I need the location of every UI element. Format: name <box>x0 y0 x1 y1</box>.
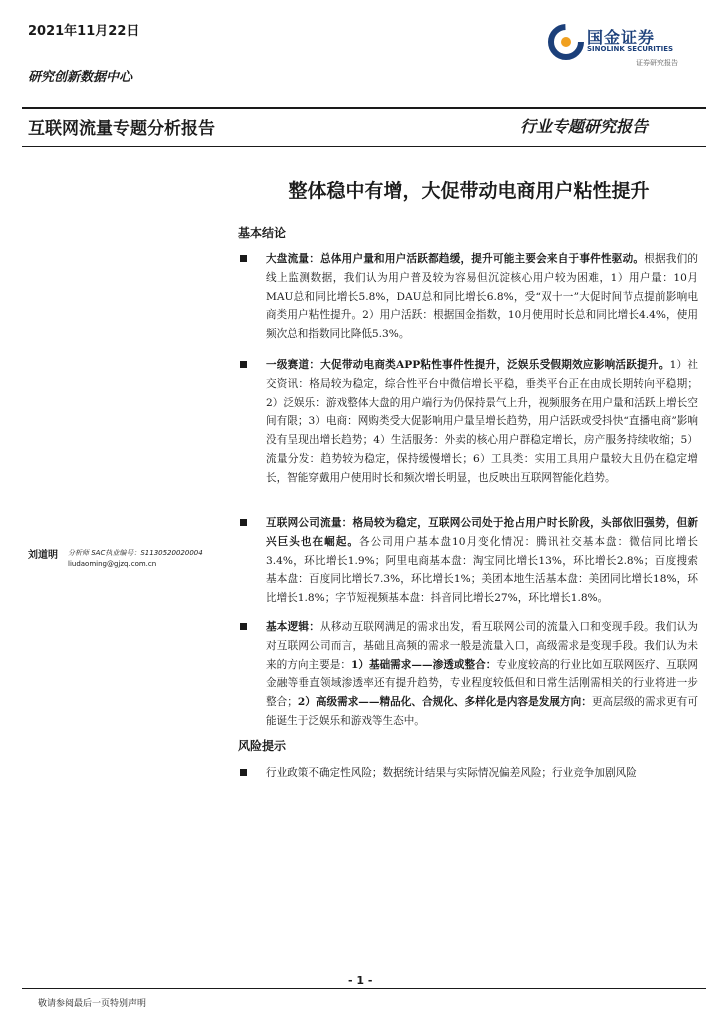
bullet-marker <box>240 519 247 526</box>
logo-chinese-name: 国金证券 <box>587 28 656 47</box>
footer-disclaimer-note: 敬请参阅最后一页特别声明 <box>38 999 147 1009</box>
logo-subtitle: 证券研究报告 <box>636 59 678 67</box>
bullet-text: 行业政策不确定性风险；数据统计结果与实际情况偏差风险；行业竞争加剧风险 <box>266 767 637 779</box>
sinolink-logo-icon <box>548 24 584 60</box>
bullet-lead: 一级赛道：大促带动电商类APP粘性事件性提升，泛娱乐受假期效应影响活跃提升。 <box>266 359 670 371</box>
bullet-lead: 大盘流量：总体用户量和用户活跃都趋缓，提升可能主要会来自于事件性驱动。 <box>266 253 645 265</box>
author-email[interactable]: liudaoming@gjzq.com.cn <box>68 560 157 568</box>
bullet-marker <box>240 623 247 630</box>
header-divider-top <box>22 107 706 109</box>
conclusion-heading: 基本结论 <box>238 226 287 240</box>
research-center-name: 研究创新数据中心 <box>28 70 133 85</box>
bullet-text <box>266 356 698 488</box>
risk-heading: 风险提示 <box>238 739 287 753</box>
bullet-lead: 互联网公司流量：格局较为稳定，互联网公司处于抢占用户时长阶段，头部依旧强势，但新兴巨头也在崛起。 <box>266 517 698 548</box>
footer-divider <box>22 988 706 989</box>
author-name: 刘道明 <box>28 550 58 561</box>
bullet-lead-3: 2）高级需求——精品化、合规化、多样化是内容是发展方向： <box>297 696 592 709</box>
bullet-body: 各公司用户基本盘10月变化情况：腾讯社交基本盘：微信同比增长3.4%，环比增长1.9%；阿里电商基本盘：淘宝同比增长13%，环比增长2.8%；百度搜索基本盘：百度同比增长7.3%，环比增长1%；美团本地生活基本盘：美团同比增长18%，环比增长1.8%；字节短视频基本盘：抖音同比增长27%，环比增长1.8%。 <box>266 535 699 605</box>
bullet-body: 根据我们的线上监测数据，我们认为用户普及较为容易但沉淀核心用户较为困难，1）用户量：10月MAU总和同比增长5.8%，DAU总和同比增长6.8%，受“双十一”大促时间节点提前影响电商类用户粘性提升。2）用户活跃：根据国金指数，10月使用时长总和同比增长4.4%，使用频次总和指数同比降低5.3%。 <box>266 253 699 341</box>
page-number: - 1 - <box>348 974 373 987</box>
bullet-marker <box>240 361 247 368</box>
header-divider-bottom <box>22 146 706 147</box>
author-license: 分析师 SAC执业编号：S1130520020004 <box>68 549 203 557</box>
bullet-body-3: 更高层级的需求更有可能诞生于泛娱乐和游戏等生态中。 <box>266 696 699 727</box>
bullet-lead-2: 1）基础需求——渗透或整合： <box>350 658 497 671</box>
bullet-body: 从移动互联网满足的需求出发，看互联网公司的流量入口和变现手段。我们认为对互联网公司而言，基础且高频的需求一般是流量入口，高级需求是变现手段。我们认为未来的方向主要是： <box>266 621 699 671</box>
bullet-text <box>266 514 698 608</box>
bullet-lead: 基本逻辑： <box>266 621 321 633</box>
report-title: 互联网流量专题分析报告 <box>28 119 215 139</box>
logo-english-name: SINOLINK SECURITIES <box>587 45 674 53</box>
bullet-body: 1）社交资讯：格局较为稳定，综合性平台中微信增长平稳，垂类平台正在由成长期转向平稳期；2）泛娱乐：游戏整体大盘的用户端行为仍保持景气上升，视频服务在用户量和活跃上增长空间有限；3）电商：网购类受大促影响用户量呈增长趋势，用户活跃或受抖快“直播电商”影响没有呈现出增长趋势；4）生活服务：外卖的核心用户群稳定增长，房产服务持续收缩；5）流量分发：趋势较为稳定，保持缓慢增长；6）工具类：实用工具用户量较大且仍在稳定增长，智能穿戴用户使用时长和频次增长明显，也反映出互联网智能化趋势。 <box>266 359 698 484</box>
report-type: 行业专题研究报告 <box>520 117 649 136</box>
bullet-text <box>266 618 698 731</box>
bullet-marker <box>240 769 247 776</box>
bullet-body-2: 专业度较高的行业比如互联网医疗、互联网金融等垂直领域渗透率还有提升趋势，专业程度较低但和日常生活刚需相关的行业将进一步整合； <box>266 658 699 709</box>
bullet-marker <box>240 255 247 262</box>
headline: 整体稳中有增，大促带动电商用户粘性提升 <box>288 180 650 202</box>
bullet-text <box>266 250 698 344</box>
report-date: 2021年11月22日 <box>28 24 140 39</box>
